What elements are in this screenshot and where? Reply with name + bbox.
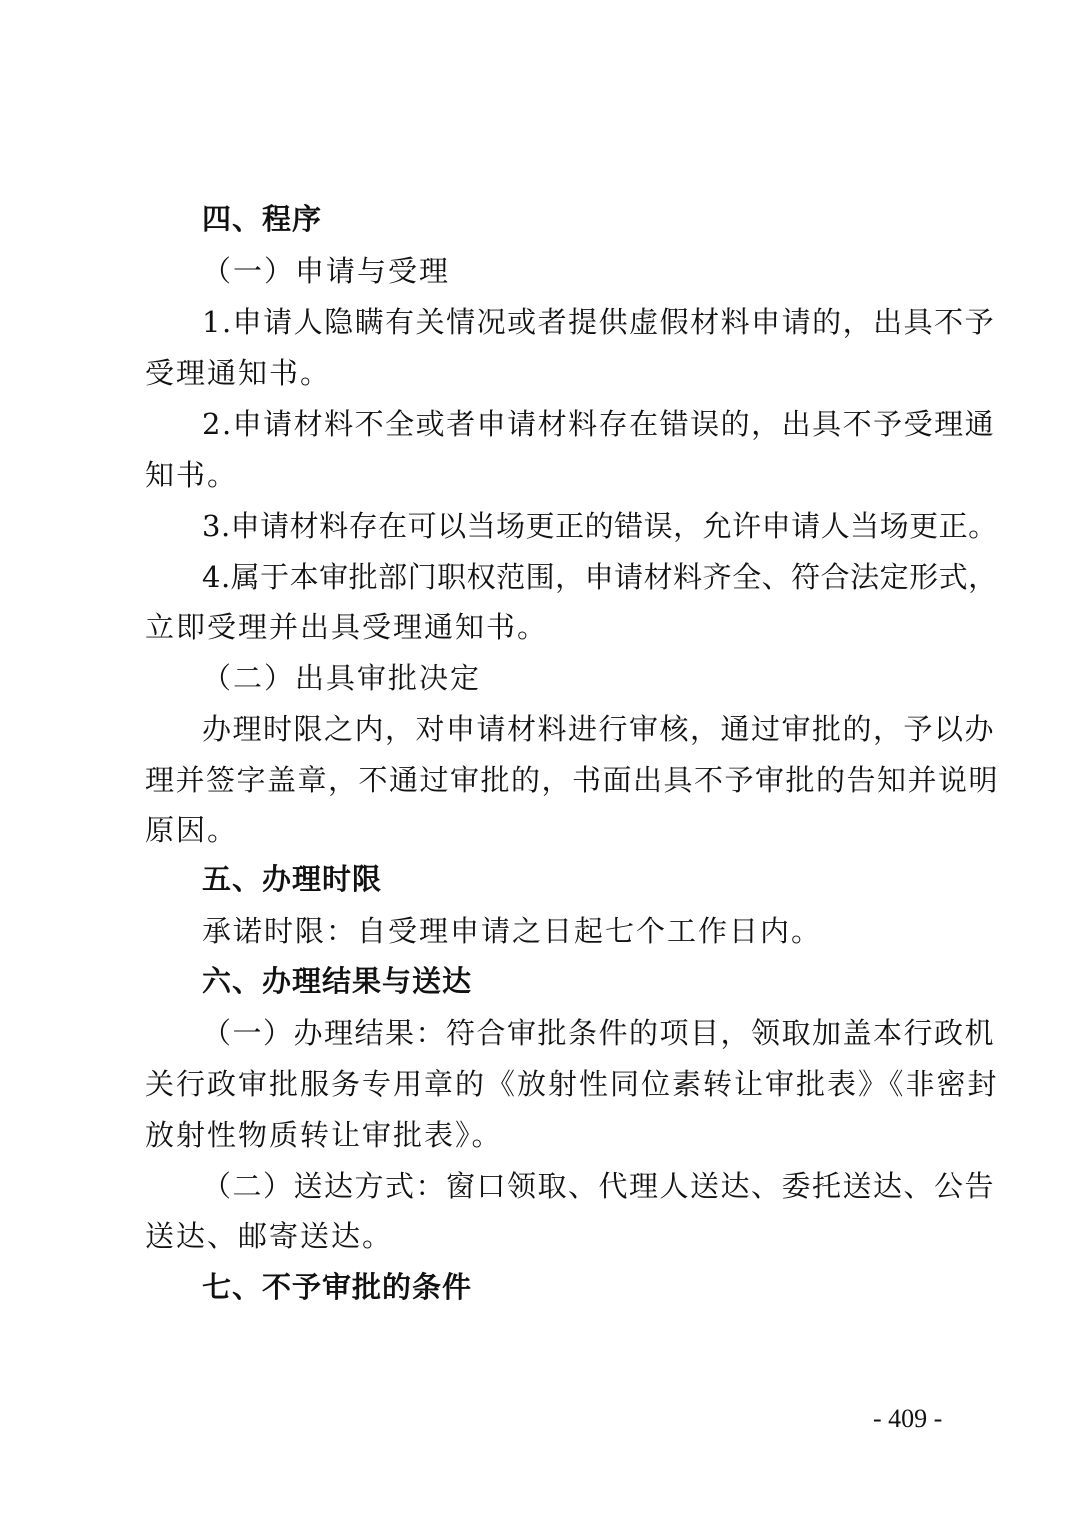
section-7-heading: 七、不予审批的条件	[202, 1270, 473, 1304]
section-5-heading: 五、办理时限	[202, 862, 383, 896]
item-3-line-1: 3.申请材料存在可以当场更正的错误，允许申请人当场更正。	[202, 509, 998, 543]
section-6-heading: 六、办理结果与送达	[202, 964, 473, 998]
section-4-heading: 四、程序	[202, 202, 323, 236]
result-line-1: （一）办理结果：符合审批条件的项目，领取加盖本行政机	[202, 1016, 996, 1050]
decision-text-line-1: 办理时限之内，对申请材料进行审核，通过审批的，予以办	[202, 712, 996, 746]
delivery-line-1: （二）送达方式：窗口领取、代理人送达、委托送达、公告	[202, 1169, 996, 1203]
item-4-line-2: 立即受理并出具受理通知书。	[145, 610, 549, 644]
item-4-line-1: 4.属于本审批部门职权范围，申请材料齐全、符合法定形式，	[202, 560, 998, 594]
decision-text-line-2: 理并签字盖章，不通过审批的，书面出具不予审批的告知并说明	[145, 763, 1000, 797]
subsection-1-title: （一）申请与受理	[202, 254, 451, 288]
subsection-2-title: （二）出具审批决定	[202, 661, 482, 695]
item-1-line-1: 1.申请人隐瞒有关情况或者提供虚假材料申请的，出具不予	[202, 305, 996, 339]
decision-text-line-3: 原因。	[145, 813, 239, 847]
item-2-line-1: 2.申请材料不全或者申请材料存在错误的，出具不予受理通	[202, 407, 996, 441]
delivery-line-2: 送达、邮寄送达。	[145, 1219, 394, 1253]
result-line-2: 关行政审批服务专用章的《放射性同位素转让审批表》《非密封	[145, 1067, 999, 1101]
result-line-3: 放射性物质转让审批表》。	[145, 1118, 503, 1152]
item-1-line-2: 受理通知书。	[145, 356, 332, 390]
page-number: - 409 -	[873, 1404, 943, 1433]
item-2-line-2: 知书。	[145, 458, 239, 492]
time-limit-text: 承诺时限：自受理申请之日起七个工作日内。	[202, 914, 823, 948]
